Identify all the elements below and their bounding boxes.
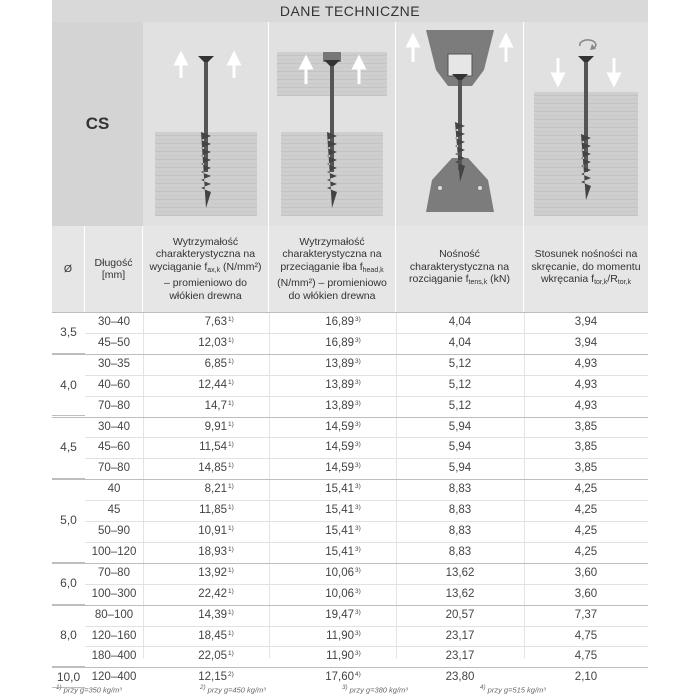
length-cell: 45–60 bbox=[98, 441, 130, 454]
head-pull-through-cell: 13,89 3) bbox=[325, 399, 361, 412]
head-pull-through-cell: 11,90 3) bbox=[326, 650, 361, 663]
header-diameter: Ø bbox=[52, 226, 85, 312]
tensile-cell: 5,94 bbox=[448, 441, 472, 454]
length-cell: 30–35 bbox=[98, 357, 130, 370]
withdrawal-cell: 18,93 1) bbox=[198, 545, 234, 558]
screw-tensile-icon bbox=[396, 22, 524, 226]
screw-head-pull-through-icon bbox=[269, 22, 396, 226]
header-torsion-ratio-text: Stosunek nośności na skręcanie, do momentu wkręcania $f_{tor,k}/R_{tor,k}$ bbox=[531, 248, 641, 287]
footnote: $^{2)}$ przy g=450 kg/m³ bbox=[200, 684, 266, 695]
head-pull-through-cell: 15,41 3) bbox=[325, 545, 361, 558]
torsion-ratio-cell: 3,85 bbox=[574, 462, 598, 475]
technical-data-table bbox=[52, 0, 648, 700]
table-title: DANE TECHNICZNE bbox=[52, 0, 648, 22]
withdrawal-cell: 13,92 1) bbox=[198, 566, 234, 579]
head-pull-through-cell: 16,89 3) bbox=[325, 316, 361, 328]
withdrawal-cell: 11,54 1) bbox=[199, 441, 234, 454]
torsion-ratio-cell: 4,75 bbox=[574, 650, 598, 663]
torsion-ratio-cell: 3,94 bbox=[574, 316, 598, 328]
length-cell: 70–80 bbox=[98, 462, 130, 475]
torsion-ratio-cell: 3,85 bbox=[574, 420, 598, 433]
header-torsion-ratio bbox=[524, 226, 648, 312]
length-cell: 45–50 bbox=[98, 336, 130, 349]
head-pull-through-illustration bbox=[269, 22, 396, 226]
tensile-illustration bbox=[396, 22, 524, 226]
tensile-cell: 13,62 bbox=[445, 587, 475, 600]
tensile-cell: 5,12 bbox=[448, 378, 472, 391]
header-length: Długość [mm] bbox=[85, 226, 143, 312]
length-cell: 40 bbox=[107, 483, 121, 496]
torsion-ratio-cell: 4,75 bbox=[574, 629, 598, 642]
torsion-ratio-cell: 2,10 bbox=[574, 671, 598, 684]
header-head-pull-through bbox=[269, 226, 396, 312]
table-row bbox=[85, 500, 648, 521]
withdrawal-cell: 9,91 1) bbox=[204, 420, 234, 433]
withdrawal-cell: 14,85 1) bbox=[198, 462, 234, 475]
withdrawal-cell: 6,85 1) bbox=[204, 357, 234, 370]
head-pull-through-cell: 13,89 3) bbox=[325, 378, 361, 391]
tensile-cell: 8,83 bbox=[448, 545, 472, 558]
table-row bbox=[85, 312, 648, 333]
footnotes bbox=[52, 680, 648, 698]
header-withdrawal-text: Wytrzymałość charakterystyczna na wyciąganie $f_{ax,k}$ (N/mm²) – promieniowo do włókien drewna bbox=[149, 235, 262, 302]
torsion-ratio-cell: 4,93 bbox=[574, 399, 598, 412]
head-pull-through-cell: 15,41 3) bbox=[325, 525, 361, 537]
withdrawal-cell: 7,63 1) bbox=[204, 316, 234, 328]
tensile-cell: 5,12 bbox=[448, 357, 472, 370]
table-row bbox=[85, 396, 648, 417]
torsion-ratio-cell: 3,94 bbox=[574, 336, 598, 349]
torsion-ratio-cell: 4,25 bbox=[574, 545, 598, 558]
head-pull-through-cell: 15,41 3) bbox=[325, 504, 361, 517]
length-cell: 70–80 bbox=[98, 566, 130, 579]
withdrawal-cell: 10,91 1) bbox=[198, 525, 234, 537]
torsion-ratio-cell: 4,25 bbox=[574, 483, 598, 496]
table-row bbox=[85, 333, 648, 354]
length-cell: 120–400 bbox=[91, 671, 137, 684]
diameter-cell: 6,0 bbox=[52, 563, 85, 605]
length-cell: 30–40 bbox=[98, 420, 130, 433]
table-row bbox=[85, 563, 648, 584]
head-pull-through-cell: 15,41 3) bbox=[325, 483, 361, 496]
table-row bbox=[85, 375, 648, 396]
length-cell: 30–40 bbox=[98, 316, 130, 328]
head-pull-through-cell: 10,06 3) bbox=[325, 587, 361, 600]
head-pull-through-cell: 14,59 3) bbox=[325, 420, 361, 433]
withdrawal-cell: 11,85 1) bbox=[199, 504, 234, 517]
length-cell: 40–60 bbox=[98, 378, 130, 391]
withdrawal-cell: 14,39 1) bbox=[198, 608, 234, 621]
tensile-cell: 8,83 bbox=[448, 483, 472, 496]
tensile-cell: 13,62 bbox=[445, 566, 475, 579]
tensile-cell: 5,12 bbox=[448, 399, 472, 412]
footnote: $^{3)}$ przy g=380 kg/m³ bbox=[342, 684, 408, 695]
header-head-pull-through-text: Wytrzymałość charakterystyczna na przeciąganie łba $f_{head,k}$ (N/mm²) – promieniowo do włókien drewna bbox=[277, 235, 387, 302]
head-pull-through-cell: 19,47 3) bbox=[325, 608, 361, 621]
torsion-ratio-cell: 3,60 bbox=[574, 587, 598, 600]
head-pull-through-cell: 14,59 3) bbox=[325, 441, 361, 454]
header-withdrawal bbox=[143, 226, 269, 312]
torsion-ratio-cell: 7,37 bbox=[574, 608, 598, 621]
diameter-cell: 3,5 bbox=[52, 312, 85, 354]
length-cell: 100–120 bbox=[91, 545, 137, 558]
diameter-cell: 8,0 bbox=[52, 605, 85, 668]
length-cell: 180–400 bbox=[91, 650, 137, 663]
table-row bbox=[85, 542, 648, 563]
table-row bbox=[85, 584, 648, 605]
head-pull-through-cell: 13,89 3) bbox=[325, 357, 361, 370]
head-pull-through-cell: 10,06 3) bbox=[325, 566, 361, 579]
withdrawal-cell: 12,03 1) bbox=[198, 336, 234, 349]
length-cell: 120–160 bbox=[91, 629, 137, 642]
withdrawal-cell: 12,44 1) bbox=[198, 378, 234, 391]
tensile-cell: 5,94 bbox=[448, 420, 472, 433]
product-code-label: CS bbox=[52, 22, 143, 226]
table-row bbox=[85, 605, 648, 626]
withdrawal-cell: 14,7 1) bbox=[204, 399, 234, 412]
length-cell: 80–100 bbox=[94, 608, 134, 621]
length-cell: 100–300 bbox=[91, 587, 137, 600]
table-row bbox=[85, 479, 648, 500]
torsion-ratio-cell: 3,85 bbox=[574, 441, 598, 454]
table-row bbox=[85, 646, 648, 667]
footnote: $^{1)}$ przy g=350 kg/m³ bbox=[56, 684, 122, 695]
withdrawal-cell: 22,05 1) bbox=[198, 650, 234, 663]
tensile-cell: 23,80 bbox=[445, 671, 475, 684]
head-pull-through-cell: 14,59 3) bbox=[325, 462, 361, 475]
torsion-ratio-cell: 3,60 bbox=[574, 566, 598, 579]
table-row bbox=[85, 626, 648, 647]
withdrawal-illustration bbox=[143, 22, 269, 226]
head-pull-through-cell: 11,90 3) bbox=[326, 629, 361, 642]
withdrawal-cell: 12,15 2) bbox=[198, 671, 234, 684]
tensile-cell: 4,04 bbox=[448, 336, 472, 349]
footnote: $^{4)}$ przy g=515 kg/m³ bbox=[480, 684, 546, 695]
table-row bbox=[85, 458, 648, 479]
length-cell: 50–90 bbox=[98, 525, 130, 537]
header-tensile-text: Nośność charakterystyczna na rozciąganie $f_{tens,k}$ (kN) bbox=[409, 248, 510, 287]
length-cell: 45 bbox=[107, 504, 121, 517]
torsion-ratio-cell: 4,25 bbox=[574, 504, 598, 517]
withdrawal-cell: 8,21 1) bbox=[204, 483, 234, 496]
torsion-ratio-cell: 4,93 bbox=[574, 378, 598, 391]
tensile-cell: 23,17 bbox=[445, 629, 475, 642]
tensile-cell: 8,83 bbox=[448, 525, 472, 537]
diameter-cell: 4,0 bbox=[52, 354, 85, 417]
diameter-cell: 4,5 bbox=[52, 417, 85, 480]
tensile-cell: 23,17 bbox=[445, 650, 475, 663]
header-tensile bbox=[396, 226, 524, 312]
table-row bbox=[85, 437, 648, 458]
tensile-cell: 4,04 bbox=[448, 316, 472, 328]
torsion-ratio-cell: 4,93 bbox=[574, 357, 598, 370]
tensile-cell: 20,57 bbox=[445, 608, 475, 621]
table-row bbox=[85, 354, 648, 375]
screw-withdrawal-icon bbox=[143, 22, 269, 226]
length-cell: 70–80 bbox=[98, 399, 130, 412]
torsion-ratio-cell: 4,25 bbox=[574, 525, 598, 537]
head-pull-through-cell: 16,89 3) bbox=[325, 336, 361, 349]
tensile-cell: 8,83 bbox=[448, 504, 472, 517]
torsion-illustration bbox=[524, 22, 648, 226]
screw-torsion-icon bbox=[524, 22, 648, 226]
withdrawal-cell: 18,45 1) bbox=[198, 629, 234, 642]
tensile-cell: 5,94 bbox=[448, 462, 472, 475]
diameter-cell: 5,0 bbox=[52, 479, 85, 563]
table-row bbox=[85, 417, 648, 438]
diameter-cell: 10,0 bbox=[52, 667, 85, 688]
table-row bbox=[85, 521, 648, 542]
head-pull-through-cell: 17,60 4) bbox=[325, 671, 361, 684]
withdrawal-cell: 22,42 1) bbox=[198, 587, 234, 600]
